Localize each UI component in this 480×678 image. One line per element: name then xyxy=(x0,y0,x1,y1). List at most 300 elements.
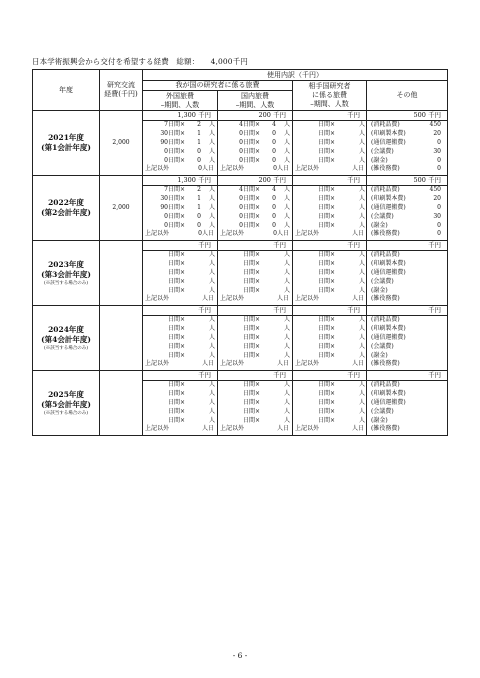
expense-label: (会議費) xyxy=(371,277,394,285)
travel-line xyxy=(218,399,292,408)
remainder-unit: 人日 xyxy=(352,230,365,238)
people-unit: 人 xyxy=(358,212,365,220)
expense-label: (会議費) xyxy=(371,342,394,350)
expense-line xyxy=(367,334,447,343)
people-unit: 人 xyxy=(358,342,365,350)
remainder-unit: 人日 xyxy=(352,425,365,433)
people-unit: 人 xyxy=(283,381,290,389)
people-unit: 人 xyxy=(358,138,365,146)
people-count: 4 xyxy=(272,186,276,194)
people-unit: 人 xyxy=(283,325,290,333)
remainder-line xyxy=(293,230,366,239)
expense-line xyxy=(367,295,447,304)
days-label: 0日間× xyxy=(239,221,260,229)
conditional-note: (※該当する場合のみ) xyxy=(43,345,88,351)
travel-line xyxy=(143,325,217,334)
people-unit: 人 xyxy=(208,221,215,229)
days-label: 日間× xyxy=(317,212,335,220)
expense-value: 20 xyxy=(433,130,441,138)
remainder-label: 上記以外 xyxy=(295,295,320,303)
expense-label: (雑役務費) xyxy=(371,425,400,433)
travel-line xyxy=(143,139,217,148)
people-unit: 人 xyxy=(208,286,215,294)
budget-cell: 2,000 xyxy=(100,111,143,176)
remainder-label: 上記以外 xyxy=(220,425,245,433)
days-label: 7日間× xyxy=(164,186,185,194)
days-label: 30日間× xyxy=(160,130,185,138)
expense-value: 0 xyxy=(437,230,441,238)
people-unit: 人 xyxy=(208,407,215,415)
travel-line xyxy=(143,221,217,230)
travel-line xyxy=(143,186,217,195)
travel-line xyxy=(293,399,366,408)
travel-line xyxy=(293,221,366,230)
days-label: 日間× xyxy=(242,381,260,389)
people-unit: 人 xyxy=(208,416,215,424)
remainder-value: 0 xyxy=(198,165,202,173)
people-unit: 人 xyxy=(283,212,290,220)
expense-label: (謝金) xyxy=(371,286,388,294)
domestic-amount: 千円 xyxy=(218,241,292,251)
expense-line xyxy=(367,130,447,139)
remainder-unit: 人日 xyxy=(202,425,215,433)
people-unit: 人 xyxy=(208,251,215,259)
people-unit: 人 xyxy=(208,212,215,220)
remainder-line xyxy=(143,165,217,174)
days-label: 日間× xyxy=(317,221,335,229)
days-label: 日間× xyxy=(317,268,335,276)
remainder-label: 上記以外 xyxy=(220,360,245,368)
expense-label: (印刷製本費) xyxy=(371,130,406,138)
fiscal-period: (第1会計年度) xyxy=(41,143,91,152)
travel-line xyxy=(293,277,366,286)
travel-line xyxy=(143,381,217,390)
people-unit: 人 xyxy=(283,138,290,146)
people-count: 4 xyxy=(272,121,276,129)
days-label: 日間× xyxy=(317,398,335,406)
people-count: 0 xyxy=(272,221,276,229)
people-unit: 人 xyxy=(208,138,215,146)
days-label: 日間× xyxy=(242,325,260,333)
people-unit: 人 xyxy=(208,325,215,333)
people-unit: 人 xyxy=(283,277,290,285)
people-unit: 人 xyxy=(358,390,365,398)
remainder-label: 上記以外 xyxy=(220,230,245,238)
expense-label: (通信運搬費) xyxy=(371,398,406,406)
days-label: 0日間× xyxy=(239,147,260,155)
travel-line xyxy=(143,147,217,156)
days-label: 0日間× xyxy=(239,195,260,203)
document-title: 日本学術振興会から交付を希望する経費 総額： 4,000千円 xyxy=(32,57,248,66)
days-label: 日間× xyxy=(317,390,335,398)
header-foreign-travel: 外国旅費 –期間、人数 xyxy=(143,91,218,111)
days-label: 日間× xyxy=(167,268,185,276)
people-unit: 人 xyxy=(358,398,365,406)
remainder-line xyxy=(143,425,217,434)
travel-line xyxy=(293,212,366,221)
people-unit: 人 xyxy=(283,316,290,324)
days-label: 日間× xyxy=(167,390,185,398)
domestic-travel-cell xyxy=(218,306,293,371)
remainder-value: 0 xyxy=(198,230,202,238)
days-label: 日間× xyxy=(242,277,260,285)
people-count: 0 xyxy=(272,212,276,220)
days-label: 日間× xyxy=(167,342,185,350)
travel-line xyxy=(143,399,217,408)
people-unit: 人 xyxy=(208,316,215,324)
travel-line xyxy=(143,212,217,221)
foreign-amount: 千円 xyxy=(143,241,217,251)
header-usage: 使用内訳（千円） xyxy=(143,70,448,81)
people-unit: 人 xyxy=(283,130,290,138)
expense-line xyxy=(367,212,447,221)
days-label: 0日間× xyxy=(239,156,260,164)
fiscal-period: (第5会計年度) xyxy=(41,399,91,409)
travel-line xyxy=(293,260,366,269)
travel-line xyxy=(143,251,217,260)
header-partner-travel: 相手国研究者 に係る旅費 –期間、人数 xyxy=(293,81,367,111)
people-unit: 人 xyxy=(208,203,215,211)
days-label: 90日間× xyxy=(160,138,185,146)
travel-line xyxy=(218,121,292,130)
expense-label: (謝金) xyxy=(371,416,388,424)
remainder-line xyxy=(218,360,292,369)
days-label: 日間× xyxy=(242,316,260,324)
travel-line xyxy=(218,416,292,425)
expense-label: (消耗品費) xyxy=(371,251,400,259)
remainder-unit: 人日 xyxy=(202,295,215,303)
days-label: 30日間× xyxy=(160,195,185,203)
days-label: 日間× xyxy=(317,342,335,350)
expense-label: (謝金) xyxy=(371,156,388,164)
expense-line xyxy=(367,425,447,434)
people-unit: 人 xyxy=(208,381,215,389)
people-unit: 人 xyxy=(283,260,290,268)
foreign-travel-cell xyxy=(143,371,218,436)
year-label: 2025年度 xyxy=(48,389,84,399)
other-cell xyxy=(367,241,448,306)
people-unit: 人 xyxy=(358,351,365,359)
people-unit: 人 xyxy=(358,186,365,194)
remainder-label: 上記以外 xyxy=(220,165,245,173)
header-domestic-travel: 国内旅費 –期間、人数 xyxy=(218,91,293,111)
remainder-line xyxy=(143,295,217,304)
expense-value: 450 xyxy=(429,121,441,129)
expense-label: (印刷製本費) xyxy=(371,260,406,268)
people-count: 0 xyxy=(272,195,276,203)
people-unit: 人 xyxy=(358,325,365,333)
people-unit: 人 xyxy=(358,286,365,294)
remainder-unit: 人日 xyxy=(352,360,365,368)
domestic-amount: 千円 xyxy=(218,306,292,316)
expense-line xyxy=(367,221,447,230)
year-label: 2022年度 xyxy=(48,198,84,207)
travel-line xyxy=(143,195,217,204)
expense-label: (会議費) xyxy=(371,407,394,415)
header-own-country: 我が国の研究者に係る旅費 xyxy=(143,81,293,91)
partner-amount: 千円 xyxy=(293,111,366,121)
expense-value: 0 xyxy=(437,138,441,146)
days-label: 0日間× xyxy=(239,130,260,138)
days-label: 日間× xyxy=(317,333,335,341)
people-unit: 人 xyxy=(358,268,365,276)
remainder-line xyxy=(293,165,366,174)
people-unit: 人 xyxy=(283,416,290,424)
remainder-unit: 人日 xyxy=(277,425,290,433)
people-count: 0 xyxy=(197,147,201,155)
expense-value: 20 xyxy=(433,195,441,203)
expense-line xyxy=(367,147,447,156)
days-label: 0日間× xyxy=(164,156,185,164)
domestic-amount: 200 千円 xyxy=(218,176,292,186)
travel-line xyxy=(143,204,217,213)
expense-label: (会議費) xyxy=(371,212,394,220)
expense-line xyxy=(367,251,447,260)
people-unit: 人 xyxy=(283,195,290,203)
travel-line xyxy=(293,390,366,399)
days-label: 日間× xyxy=(317,407,335,415)
people-unit: 人 xyxy=(208,398,215,406)
travel-line xyxy=(143,286,217,295)
year-label: 2021年度 xyxy=(48,133,84,142)
travel-line xyxy=(293,251,366,260)
expense-label: (通信運搬費) xyxy=(371,333,406,341)
expense-line xyxy=(367,399,447,408)
remainder-label: 上記以外 xyxy=(145,360,170,368)
foreign-travel-cell xyxy=(143,176,218,241)
travel-line xyxy=(218,130,292,139)
other-amount: 500 千円 xyxy=(367,176,447,186)
page-number: - 6 - xyxy=(232,651,248,660)
partner-travel-cell xyxy=(293,371,367,436)
days-label: 90日間× xyxy=(160,203,185,211)
days-label: 日間× xyxy=(317,130,335,138)
foreign-travel-cell xyxy=(143,306,218,371)
remainder-label: 上記以外 xyxy=(145,425,170,433)
people-unit: 人 xyxy=(283,390,290,398)
expense-value: 0 xyxy=(437,203,441,211)
days-label: 日間× xyxy=(167,381,185,389)
travel-line xyxy=(293,286,366,295)
people-count: 0 xyxy=(197,221,201,229)
expense-line xyxy=(367,381,447,390)
expense-label: (通信運搬費) xyxy=(371,268,406,276)
travel-line xyxy=(218,195,292,204)
other-cell xyxy=(367,176,448,241)
expense-line xyxy=(367,269,447,278)
expense-line xyxy=(367,360,447,369)
expense-line xyxy=(367,351,447,360)
expense-line xyxy=(367,204,447,213)
remainder-unit: 人日 xyxy=(277,165,290,173)
travel-line xyxy=(293,195,366,204)
partner-travel-cell xyxy=(293,306,367,371)
remainder-line xyxy=(218,295,292,304)
year-cell xyxy=(33,371,100,436)
travel-line xyxy=(218,334,292,343)
travel-line xyxy=(293,156,366,165)
travel-line xyxy=(218,204,292,213)
year-cell xyxy=(33,241,100,306)
days-label: 日間× xyxy=(317,156,335,164)
remainder-line xyxy=(143,230,217,239)
travel-line xyxy=(143,316,217,325)
expense-label: (通信運搬費) xyxy=(371,203,406,211)
partner-amount: 千円 xyxy=(293,241,366,251)
people-unit: 人 xyxy=(358,203,365,211)
days-label: 0日間× xyxy=(164,212,185,220)
days-label: 日間× xyxy=(167,251,185,259)
expense-label: (印刷製本費) xyxy=(371,195,406,203)
travel-line xyxy=(293,416,366,425)
year-cell xyxy=(33,176,100,241)
year-row xyxy=(33,371,448,436)
days-label: 日間× xyxy=(167,286,185,294)
days-label: 日間× xyxy=(242,416,260,424)
travel-line xyxy=(143,130,217,139)
remainder-unit: 人日 xyxy=(202,230,215,238)
travel-line xyxy=(218,277,292,286)
people-unit: 人 xyxy=(358,147,365,155)
days-label: 日間× xyxy=(317,195,335,203)
remainder-label: 上記以外 xyxy=(145,295,170,303)
expense-label: (会議費) xyxy=(371,147,394,155)
travel-line xyxy=(293,407,366,416)
people-unit: 人 xyxy=(208,351,215,359)
remainder-label: 上記以外 xyxy=(295,425,320,433)
people-unit: 人 xyxy=(208,121,215,129)
year-label: 2023年度 xyxy=(48,259,84,269)
people-count: 0 xyxy=(272,147,276,155)
year-row xyxy=(33,111,448,176)
expense-line xyxy=(367,156,447,165)
people-unit: 人 xyxy=(358,277,365,285)
days-label: 日間× xyxy=(317,203,335,211)
people-count: 0 xyxy=(197,212,201,220)
travel-line xyxy=(218,342,292,351)
remainder-line xyxy=(293,295,366,304)
days-label: 日間× xyxy=(317,121,335,129)
expense-line xyxy=(367,195,447,204)
days-label: 日間× xyxy=(167,325,185,333)
days-label: 4日間× xyxy=(239,121,260,129)
days-label: 日間× xyxy=(317,416,335,424)
days-label: 日間× xyxy=(317,286,335,294)
people-count: 2 xyxy=(197,121,201,129)
remainder-label: 上記以外 xyxy=(295,165,320,173)
travel-line xyxy=(218,286,292,295)
people-unit: 人 xyxy=(208,342,215,350)
people-unit: 人 xyxy=(208,277,215,285)
people-unit: 人 xyxy=(358,316,365,324)
travel-line xyxy=(218,212,292,221)
remainder-unit: 人日 xyxy=(277,230,290,238)
partner-amount: 千円 xyxy=(293,306,366,316)
travel-line xyxy=(218,316,292,325)
remainder-label: 上記以外 xyxy=(220,295,245,303)
travel-line xyxy=(293,269,366,278)
expense-line xyxy=(367,407,447,416)
people-unit: 人 xyxy=(358,121,365,129)
other-amount: 千円 xyxy=(367,371,447,381)
travel-line xyxy=(293,147,366,156)
remainder-line xyxy=(218,230,292,239)
people-unit: 人 xyxy=(358,416,365,424)
people-count: 1 xyxy=(197,195,201,203)
travel-line xyxy=(143,407,217,416)
travel-line xyxy=(218,139,292,148)
remainder-unit: 人日 xyxy=(277,295,290,303)
people-count: 0 xyxy=(272,138,276,146)
people-unit: 人 xyxy=(283,186,290,194)
days-label: 日間× xyxy=(242,286,260,294)
budget-cell xyxy=(100,306,143,371)
fiscal-period: (第3会計年度) xyxy=(41,269,91,279)
days-label: 日間× xyxy=(167,398,185,406)
remainder-line xyxy=(293,360,366,369)
partner-amount: 千円 xyxy=(293,371,366,381)
expense-label: (雑役務費) xyxy=(371,295,400,303)
travel-line xyxy=(293,130,366,139)
foreign-amount: 千円 xyxy=(143,306,217,316)
people-unit: 人 xyxy=(283,342,290,350)
expense-label: (消耗品費) xyxy=(371,186,400,194)
expense-value: 0 xyxy=(437,221,441,229)
other-cell xyxy=(367,306,448,371)
remainder-value: 0 xyxy=(273,230,277,238)
days-label: 日間× xyxy=(242,268,260,276)
travel-line xyxy=(143,277,217,286)
foreign-amount: 1,300 千円 xyxy=(143,176,217,186)
people-unit: 人 xyxy=(358,407,365,415)
remainder-label: 上記以外 xyxy=(295,230,320,238)
days-label: 日間× xyxy=(242,398,260,406)
expense-line xyxy=(367,165,447,174)
other-amount: 千円 xyxy=(367,241,447,251)
days-label: 日間× xyxy=(242,407,260,415)
expense-value: 30 xyxy=(433,147,441,155)
foreign-amount: 千円 xyxy=(143,371,217,381)
domestic-travel-cell xyxy=(218,176,293,241)
days-label: 日間× xyxy=(167,316,185,324)
travel-line xyxy=(218,269,292,278)
expense-label: (謝金) xyxy=(371,221,388,229)
expense-label: (謝金) xyxy=(371,351,388,359)
travel-line xyxy=(218,156,292,165)
remainder-unit: 人日 xyxy=(202,360,215,368)
travel-line xyxy=(143,156,217,165)
expense-value: 0 xyxy=(437,156,441,164)
people-unit: 人 xyxy=(358,130,365,138)
remainder-unit: 人日 xyxy=(202,165,215,173)
people-unit: 人 xyxy=(283,147,290,155)
days-label: 日間× xyxy=(242,351,260,359)
expense-line xyxy=(367,390,447,399)
days-label: 日間× xyxy=(317,186,335,194)
travel-line xyxy=(143,390,217,399)
foreign-amount: 1,300 千円 xyxy=(143,111,217,121)
expense-line xyxy=(367,416,447,425)
year-row xyxy=(33,241,448,306)
people-unit: 人 xyxy=(358,251,365,259)
people-unit: 人 xyxy=(208,130,215,138)
travel-line xyxy=(143,260,217,269)
budget-cell xyxy=(100,241,143,306)
people-unit: 人 xyxy=(283,221,290,229)
partner-amount: 千円 xyxy=(293,176,366,186)
header-year: 年度 xyxy=(33,70,100,111)
expense-line xyxy=(367,342,447,351)
